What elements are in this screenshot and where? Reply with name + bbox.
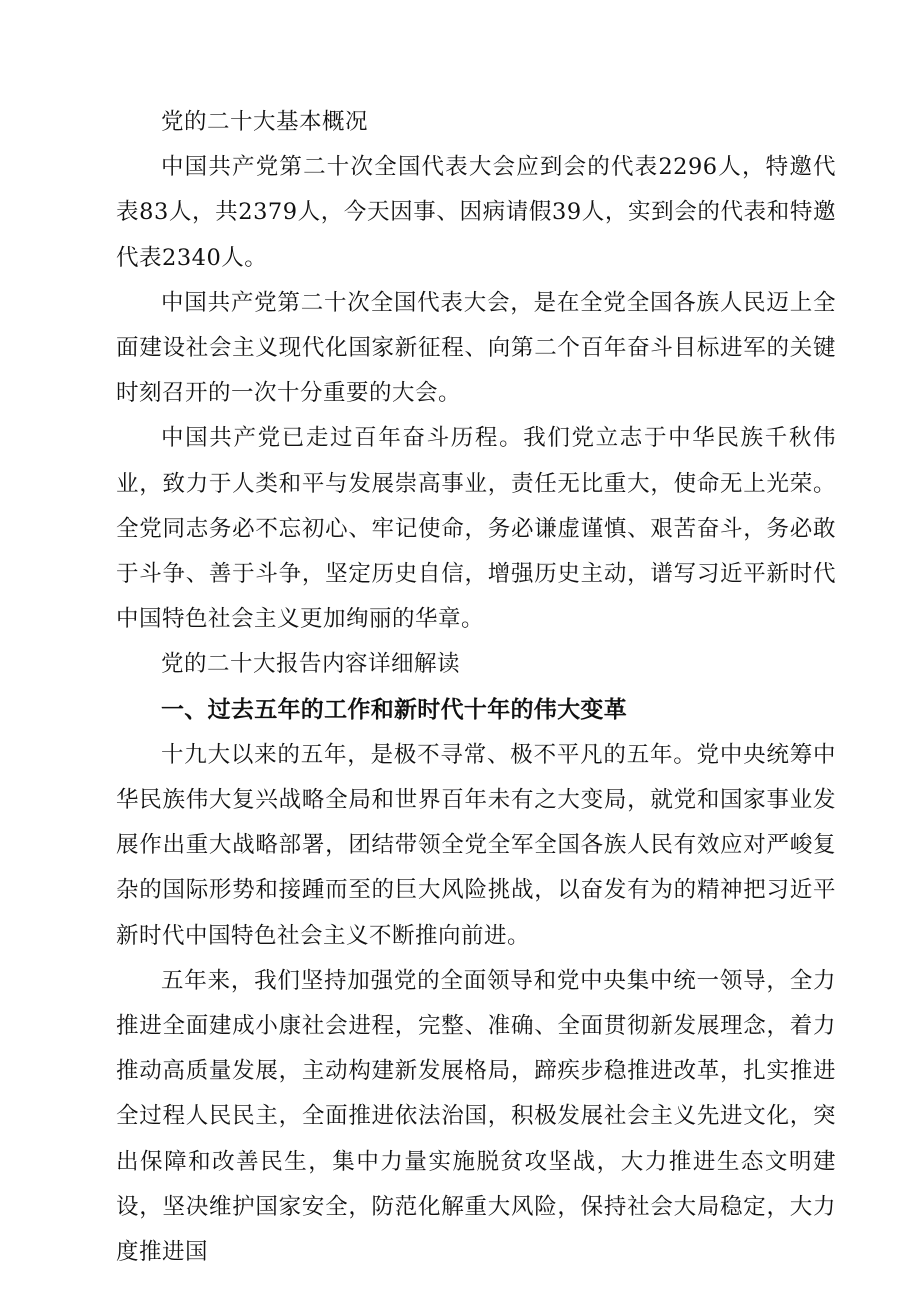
paragraph-delegate-counts: 中国共产党第二十次全国代表大会应到会的代表2296人，特邀代表83人，共2379人，今天因事、因病请假39人，实到会的代表和特邀代表2340人。 [116, 154, 836, 271]
heading-part-one: 一、过去五年的工作和新时代十年的伟大变革 [161, 696, 627, 723]
paragraph-achievements: 五年来，我们坚持加强党的全面领导和党中央集中统一领导，全力推进全面建成小康社会进程，完整、准确、全面贯彻新发展理念，着力推动高质量发展，主动构建新发展格局，蹄疾步稳推进改革，扎实推进全过程人民民主，全面推进依法治国，积极发展社会主义先进文化，突出保障和改善民生，集中力量实施脱贫攻坚战，大力推进生态文明建设，坚决维护国家安全，防范化解重大风险，保持社会大局稳定，大力度推进国 [116, 967, 836, 1266]
paragraph-five-years: 十九大以来的五年，是极不寻常、极不平凡的五年。党中央统筹中华民族伟大复兴战略全局和世界百年未有之大变局，就党和国家事业发展作出重大战略部署，团结带领全党全军全国各族人民有效应对严峻复杂的国际形势和接踵而至的巨大风险挑战，以奋发有为的精神把习近平新时代中国特色社会主义不断推向前进。 [116, 741, 836, 949]
section-title-overview: 党的二十大基本概况 [161, 109, 369, 135]
section-title-report-interpretation: 党的二十大报告内容详细解读 [161, 651, 461, 678]
paragraph-congress-significance: 中国共产党第二十次全国代表大会，是在全党全国各族人民迈上全面建设社会主义现代化国家新征程、向第二个百年奋斗目标进军的关键时刻召开的一次十分重要的大会。 [116, 289, 836, 407]
document-body [116, 100, 836, 1275]
paragraph-party-history: 中国共产党已走过百年奋斗历程。我们党立志于中华民族千秋伟业，致力于人类和平与发展崇高事业，责任无比重大，使命无上光荣。全党同志务必不忘初心、牢记使命，务必谦虚谨慎、艰苦奋斗，务必敢于斗争、善于斗争，坚定历史自信，增强历史主动，谱写习近平新时代中国特色社会主义更加绚丽的华章。 [116, 425, 836, 633]
